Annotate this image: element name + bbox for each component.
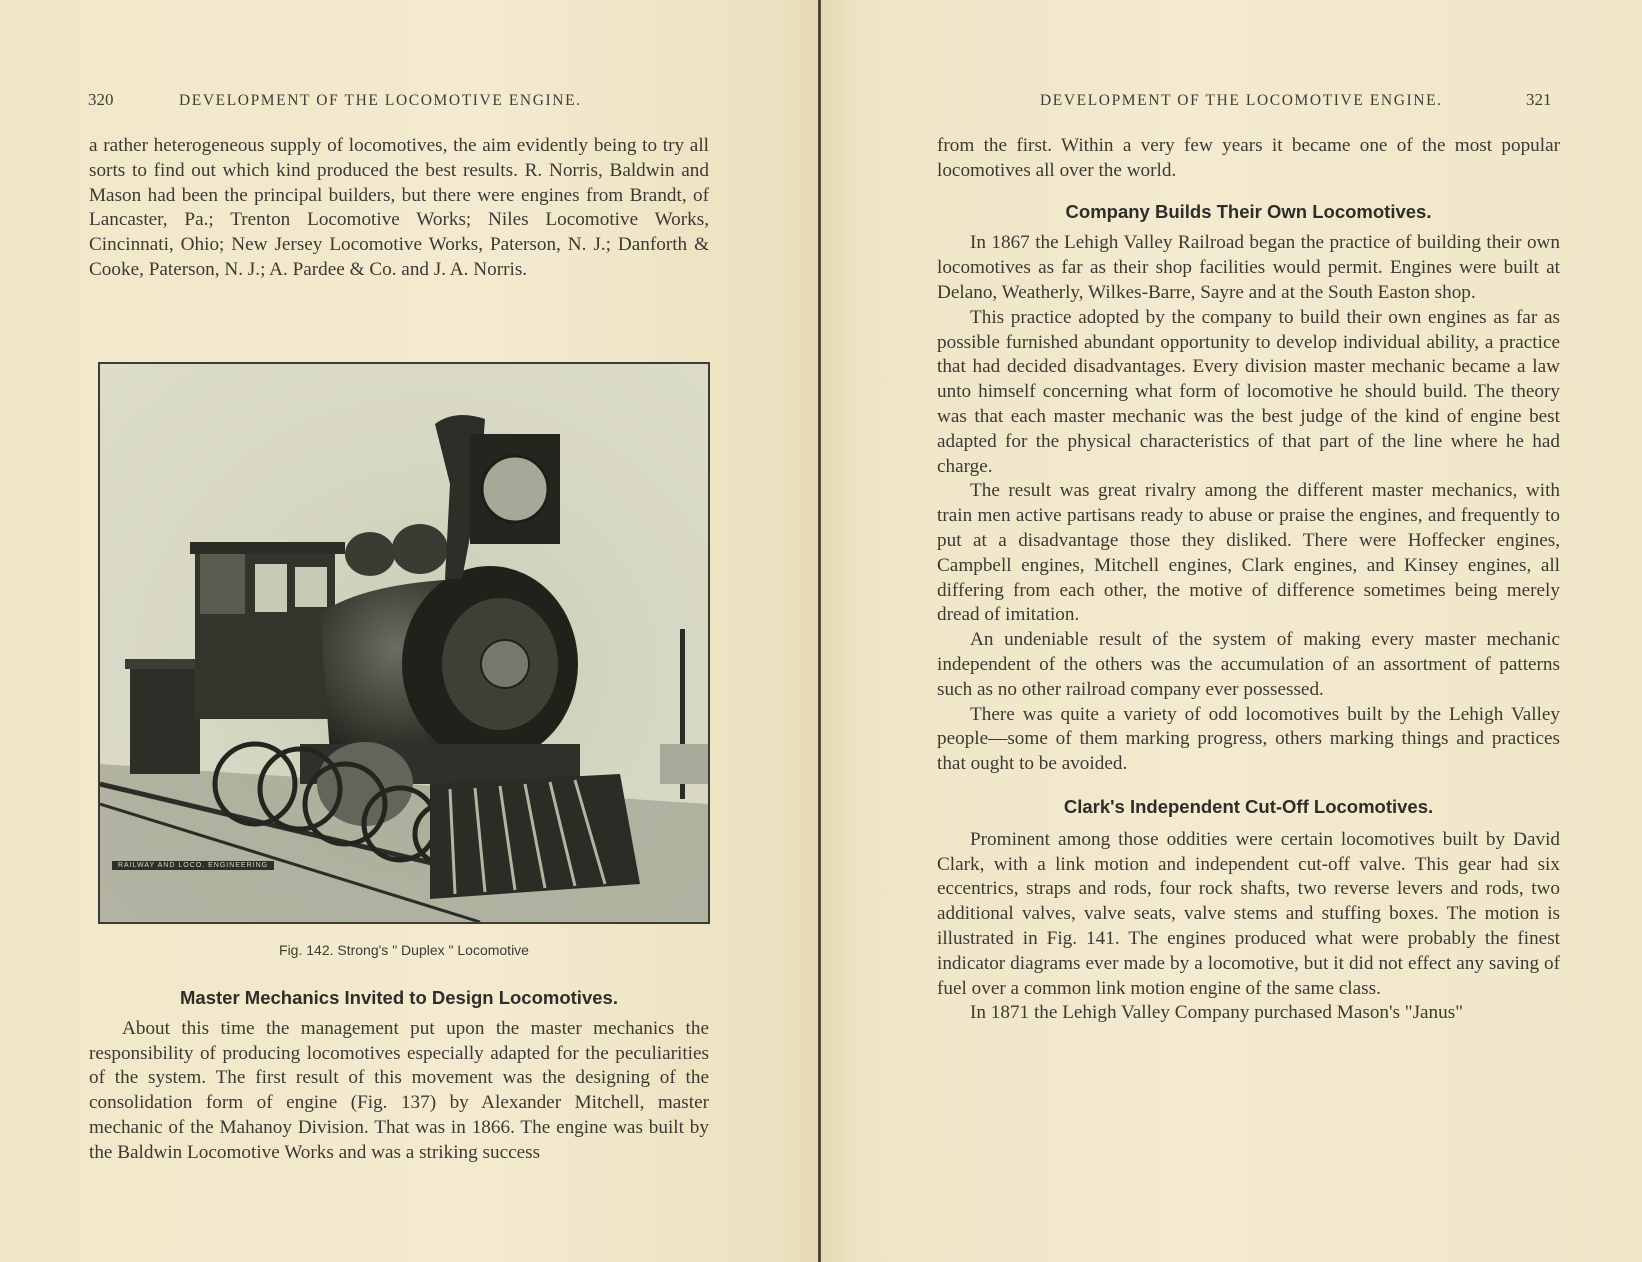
paragraph: The result was great rivalry among the different master mechanics, with train men active partisans ready to abuse or praise the engines, and frequently to put at a disadvantage those they disliked. There were Hoffecker engines, Campbell engines, Mitchell engines, Clark engines, and Kinsey engines, all differing from each other, the motive of difference sometimes being merely dread of imitation. — [937, 480, 1560, 626]
body-text-top — [89, 134, 709, 283]
left-page — [0, 0, 820, 1262]
paragraph: An undeniable result of the system of making every master mechanic independent of the others was the accumulation of an assortment of patterns such as no other railroad company ever possessed. — [937, 629, 1560, 700]
paragraph: In 1867 the Lehigh Valley Railroad began the practice of building their own locomotives as far as their shop facilities would permit. Engines were built at Delano, Weatherly, Wilkes-Barre, Sayre and at the South Easton shop. — [937, 232, 1560, 303]
book-gutter — [818, 0, 821, 1262]
body-text-bottom — [89, 986, 709, 1166]
paragraph: In 1871 the Lehigh Valley Company purchased Mason's "Janus" — [970, 1002, 1464, 1024]
paragraph: Prominent among those oddities were certain locomotives built by David Clark, with a link motion and independent cut-off valve. This gear had six eccentrics, straps and rods, four rock shafts, two reverse levers and rods, two additional valves, valve seats, valve stems and stuffing boxes. The motion is illustrated in Fig. 141. The engines produced what were probably the finest indicator diagrams ever made by a locomotive, but it did not effect any saving of fuel over a common link motion engine of the same class. — [937, 828, 1560, 999]
section-heading: Clark's Independent Cut-Off Locomotives. — [1063, 795, 1434, 817]
section-heading: Master Mechanics Invited to Design Locomotives. — [180, 987, 618, 1008]
figure-caption: Fig. 142. Strong's " Duplex " Locomotive — [279, 942, 529, 958]
right-page — [820, 0, 1642, 1262]
paragraph: a rather heterogeneous supply of locomotives, the aim evidently being to try all sorts to find out which kind produced the best results. R. Norris, Baldwin and Mason had been the principal builders, but there were engines from Brandt, of Lancaster, Pa.; Trenton Locomotive Works; Niles Locomotive Works, Cincinnati, Ohio; New Jersey Locomotive Works, Paterson, N. J.; Danforth & Cooke, Paterson, N. J.; A. Pardee & Co. and J. A. Norris. — [89, 135, 709, 280]
engraving-credit: RAILWAY AND LOCO. ENGINEERING — [112, 861, 274, 870]
paragraph: from the first. Within a very few years it became one of the most popular locomotives all over the world. — [937, 135, 1560, 181]
section-heading: Company Builds Their Own Locomotives. — [1065, 200, 1432, 222]
body-text — [937, 134, 1560, 1026]
locomotive-icon — [100, 364, 708, 922]
locomotive-illustration — [98, 362, 710, 924]
paragraph: About this time the management put upon the master mechanics the responsibility of producing locomotives especially adapted for the peculiarities of the system. The first result of this movement was the designing of the consolidation form of engine (Fig. 137) by Alexander Mitchell, master mechanic of the Mahanoy Division. That was in 1866. The engine was built by the Baldwin Locomotive Works and was a striking success — [89, 1017, 709, 1163]
paragraph: There was quite a variety of odd locomotives built by the Lehigh Valley people—some of them marking progress, others marking things and practices that ought to be avoided. — [937, 703, 1560, 775]
running-head: DEVELOPMENT OF THE LOCOMOTIVE ENGINE. — [179, 92, 582, 109]
page-number: 321 — [1526, 90, 1552, 109]
page-number: 320 — [88, 90, 114, 109]
running-head: DEVELOPMENT OF THE LOCOMOTIVE ENGINE. — [1040, 92, 1443, 109]
paragraph: This practice adopted by the company to build their own engines as far as possible furnished abundant opportunity to develop individual ability, a practice that had decided disadvantages. Every division master mechanic became a law unto himself concerning what form of locomotive he should build. The theory was that each master mechanic was the best judge of the kind of engine best adapted for the physical characteristics of that part of the line where he had charge. — [937, 306, 1560, 477]
